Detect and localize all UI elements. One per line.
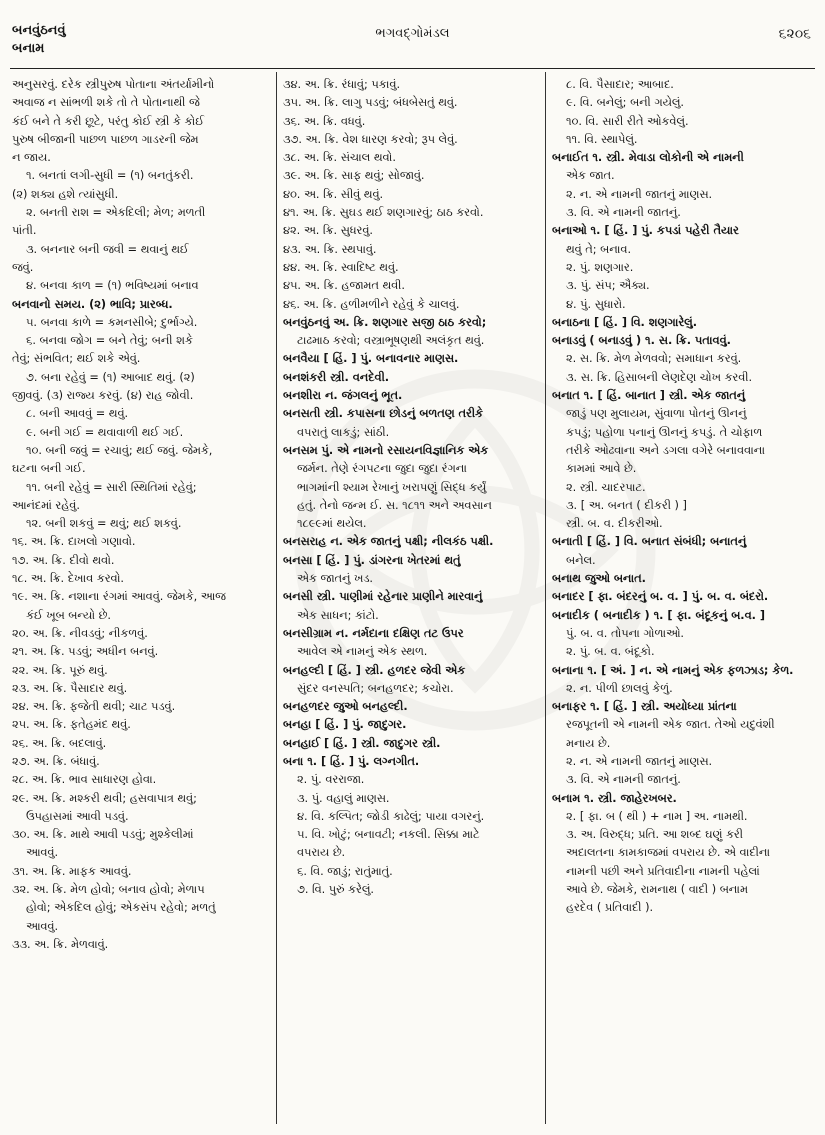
entry-headword-line: બનહળદર જુઓ બનહલ્દી. — [283, 700, 408, 714]
sense-line: ૯. વિ. બનેલું; બની ગયેલું. — [566, 96, 685, 110]
sense-line: ૨૯. અ. ક્રિ. મશ્કરી થવી; હસવાપાત્ર થવું; — [12, 791, 197, 805]
sense-line: ૪૨. અ. ક્રિ. સુધરવું. — [283, 224, 374, 238]
sense-line: ૩૭. અ. ક્રિ. વેશ ધારણ કરવો; રૂપ લેવું. — [283, 132, 458, 146]
entry-headword-line: બનવાનો સમય. (૨) ભાવિ; પ્રારબ્ધ. — [12, 297, 173, 311]
entry-headword-line: બના ૧. [ હિં. ] પું. લગ્નગીત. — [283, 754, 420, 768]
sense-line: ૩૧. અ. ક્રિ. માફક આવવું. — [12, 864, 132, 878]
column-divider-1 — [276, 72, 277, 1124]
entry-headword-line: બનાઠના [ હિં. ] વિ. શણગારેલું. — [552, 315, 698, 329]
entry-headword-line: બનસતી સ્ત્રી. કપાસના છોડનું બળતણ તરીકે — [283, 407, 484, 421]
text-line: જર્મન. તેણે રંગપટના જુદા જુદા રંગના — [297, 462, 467, 476]
header-rule — [10, 68, 815, 69]
sense-line: ૪૬. અ. ક્રિ. હળીમળીને રહેવું કે ચાલવું. — [283, 297, 460, 311]
sense-line: ૨. ન. એ નામની જાતનું માણસ. — [566, 754, 713, 768]
sense-line: ૩૯. અ. ક્રિ. સાફ થવું; સોજાવું. — [283, 169, 425, 183]
sense-line: ૨. સ. ક્રિ. મેળ મેળવવો; સમાધાન કરવું. — [566, 352, 742, 366]
column-1 — [12, 76, 270, 1124]
text-line: પું. બ. વ. તોપના ગોળાઓ. — [566, 626, 685, 640]
text-line: ટાઢમાઠ કરવો; વસ્ત્રાભૂષણથી અલંકૃત થવું. — [297, 334, 485, 348]
sense-line: ૪૪. અ. ક્રિ. સ્વાદિષ્ટ થવું. — [283, 260, 399, 274]
page-number: ૬૨૦૬ — [778, 26, 811, 42]
sense-line: ૪. વિ. કલ્પિત; જોડી કાઢેલું; પાયા વગરનું. — [297, 809, 485, 823]
sense-line: ૩. વિ. એ નામની જાતનું. — [566, 773, 681, 787]
sense-line: ૨. પું. બ. વ. બંદૂકો. — [566, 645, 655, 659]
entry-headword-line: બનામ ૧. સ્ત્રી. જાહેરખબર. — [552, 791, 677, 805]
text-line: ઘટના બની ગઈ. — [12, 462, 86, 476]
sense-line: ૫. બનવા કાળે = કમનસીબે; દુર્ભાગ્યે. — [26, 315, 198, 329]
sense-line: ૨૩. અ. ક્રિ. પૈસાદાર થવું. — [12, 681, 128, 695]
sense-line: ૩. પું. વહાલું માણસ. — [297, 791, 390, 805]
sense-line: ૩. વિ. એ નામની જાતનું. — [566, 206, 681, 220]
text-line: આવે છે. જેમકે, રામનાથ ( વાદી ) બનામ — [566, 883, 748, 897]
sense-line: ૧૬. અ. ક્રિ. દાખલો ગણાવો. — [12, 535, 136, 549]
text-line: (૨) શક્ય હશે ત્યાંસુધી. — [12, 187, 119, 201]
sense-line: ૩. [ અ. બનત ( દીકરી ) ] — [566, 498, 687, 512]
sense-line: ૩૩. અ. ક્રિ. મેળવાવું. — [12, 937, 109, 951]
text-line: આવવું. — [26, 846, 59, 860]
entry-headword-line: બનહલ્દી [ હિં. ] સ્ત્રી. હળદર જેવી એક — [283, 663, 466, 677]
page-header — [10, 18, 815, 64]
sense-line: ૩૬. અ. ક્રિ. વધવું. — [283, 114, 366, 128]
sense-line: ૧૯. અ. ક્રિ. નશાના રંગમાં આવવું. જેમકે, આજ — [12, 590, 226, 604]
text-line: તરીકે ઓઢવાના અને ડગલા વગેરે બનાવવાના — [566, 443, 765, 457]
sense-line: ૭. બના રહેવું = (૧) આબાદ થવું. (૨) — [26, 370, 195, 384]
text-line: અનુસરવું. દરેક સ્ત્રીપુરુષ પોતાના અંતર્યામીનો — [12, 78, 215, 91]
entry-headword-line: બનાદર [ ફા. બંદરનું બ. વ. ] પું. બ. વ. બંદરો. — [552, 590, 769, 604]
entry-headword-line: બનસા [ હિં. ] પું. ડાંગરના ખેતરમાં થતું — [283, 553, 461, 567]
text-line: અવાજ ન સાંભળી શકે તો તે પોતાનાથી જે — [12, 96, 200, 110]
sense-line: ૨. બનતી રાશ = એકદિલી; મેળ; મળતી — [26, 206, 206, 220]
entry-headword-line: બનાતી [ હિં. ] વિ. બનાત સંબંધી; બનાતનું — [552, 535, 747, 549]
text-line: જીવવું. (૩) રાજ્ય કરવું. (૪) રાહ જોવી. — [12, 389, 194, 403]
text-line: ભાગમાંની શ્યામ રેખાનું ખરાપણું સિદ્ધ કર્યું — [297, 480, 487, 494]
running-title: ભગવદ્ગોમંડલ — [375, 26, 450, 41]
text-line: આવવું. — [26, 919, 59, 933]
sense-line: ૩૮. અ. ક્રિ. સંચાલ થવો. — [283, 151, 396, 165]
sense-line: ૨. ન. એ નામની જાતનું માણસ. — [566, 187, 713, 201]
guideword-last: બનામ — [12, 41, 45, 56]
column-divider-2 — [545, 72, 546, 1124]
text-line: સ્ત્રી. બ. વ. દીકરીઓ. — [566, 517, 663, 531]
entry-headword-line: બનહાઈ [ હિં. ] સ્ત્રી. જાદુગર સ્ત્રી. — [283, 736, 441, 750]
text-line: મનાય છે. — [566, 736, 611, 750]
text-line: વપરાતું લાકડું; સાંઠી. — [297, 425, 390, 439]
column-2 — [283, 76, 539, 1124]
text-line: ઉપહાસમાં આવી પડવું. — [26, 809, 129, 823]
text-line: ૧૮૯૯માં થયેલ. — [297, 517, 367, 531]
guideword-first: બનવુંઠનવું — [12, 23, 66, 38]
sense-line: ૨૫. અ. ક્રિ. ફતેહમંદ થવું. — [12, 718, 131, 732]
sense-line: ૨. પું. શણગાર. — [566, 260, 634, 274]
sense-line: ૧૦. વિ. સારી રીતે ઓકવેલું. — [566, 114, 689, 128]
sense-line: ૩. અ. વિરુદ્ધ; પ્રતિ. આ શબ્દ ઘણું કરી — [566, 828, 743, 842]
entry-headword-line: બનાઓ ૧. [ હિં. ] પું. કપડાં પહેરી તૈયાર — [552, 224, 739, 238]
text-line: જવું. — [12, 260, 34, 274]
sense-line: ૧૨. બની શકવું = થવું; થઈ શકવું. — [26, 517, 182, 531]
sense-line: ૨. [ ફા. બ ( થી ) + નામ ] અ. નામથી. — [566, 809, 748, 823]
entry-headword-line: બનહા [ હિં. ] પું. જાદુગર. — [283, 718, 407, 732]
sense-line: ૬. વિ. જાડું; રાતુંમાતું. — [297, 864, 393, 878]
text-line: જાડું પણ મુલાયમ, સુંવાળા પોતનું ઊનનું — [566, 407, 747, 421]
sense-line: ૮. બની આવવું = થવું. — [26, 407, 129, 421]
sense-line: ૫. વિ. ખોટું; બનાવટી; નકલી. સિક્કા માટે — [297, 828, 480, 842]
sense-line: ૨૭. અ. ક્રિ. બંધાવું. — [12, 754, 100, 768]
entry-headword-line: બનાત ૧. [ હિં. બાનાત ] સ્ત્રી. એક જાતનું — [552, 389, 746, 403]
sense-line: ૪૫. અ. ક્રિ. હજામત થવી. — [283, 279, 405, 293]
text-line: સુંદર વનસ્પતિ; બનહળદર; કચોરા. — [297, 681, 454, 695]
sense-line: ૧૭. અ. ક્રિ. દીવો થવો. — [12, 553, 115, 567]
text-line: એક જાતનું ખડ. — [297, 572, 374, 586]
text-line: હરદેવ ( પ્રતિવાદી ). — [566, 901, 654, 915]
text-line: ન જાય. — [12, 151, 51, 165]
sense-line: ૨. સ્ત્રી. ચાદરપાટ. — [566, 480, 646, 494]
sense-line: ૨૦. અ. ક્રિ. નીવડવું; નીકળવું. — [12, 626, 148, 640]
sense-line: ૩૪. અ. ક્રિ. રંધાવું; પકાવું. — [283, 78, 401, 91]
text-line: એક જાત. — [566, 169, 615, 183]
entry-headword-line: બનસી સ્ત્રી. પાણીમાં રહેનાર પ્રાણીને મારવાનું — [283, 590, 483, 604]
sense-line: ૨૬. અ. ક્રિ. બદલાવું. — [12, 736, 107, 750]
entry-headword-line: બનાઈત ૧. સ્ત્રી. મેવાડા લોકોની એ નામની — [552, 151, 744, 165]
sense-line: ૯. બની ગઈ = થવાવાળી થઈ ગઈ. — [26, 425, 184, 439]
text-line: અદાલતના કામકાજમાં વપરાય છે. એ વાદીના — [566, 846, 771, 860]
text-line: તેવું; સંભવિત; થઈ શકે એવું. — [12, 352, 141, 366]
sense-line: ૨૨. અ. ક્રિ. પૂરું થવું. — [12, 663, 108, 677]
text-line: બનેલ. — [566, 553, 596, 567]
sense-line: ૪૧. અ. ક્રિ. સુઘડ થઈ શણગારવું; ઠાઠ કરવો. — [283, 206, 484, 220]
text-line: વપરાય છે. — [297, 846, 346, 860]
sense-line: ૧૮. અ. ક્રિ. દેખાવ કરવો. — [12, 572, 125, 586]
text-line: કંઈ બને તે કરી છૂટે, પરંતુ કોઈ સ્ત્રી કે કોઈ — [12, 114, 204, 128]
text-line: કપડું; પહોળા પનાનું ઊનનું કપડું. તે ચોફાળ — [566, 425, 763, 439]
text-line: કંઈ ખૂબ બન્યો છે. — [26, 608, 111, 622]
sense-line: ૨૧. અ. ક્રિ. પડવું; અધીન બનવું. — [12, 645, 159, 659]
sense-line: ૩. સ. ક્રિ. હિસાબની લેણદેણ ચોખ કરવી. — [566, 370, 753, 384]
sense-line: ૩. બનનાર બની જવી = થવાનું થઈ — [26, 242, 189, 256]
sense-line: ૩. પું. સંપ; ઐક્ય. — [566, 279, 650, 293]
sense-line: ૧૦. બની જવું = રચાવું; થઈ જવું. જેમકે, — [26, 443, 213, 457]
text-line: હતું. તેનો જન્મ ઈ. સ. ૧૮૧૧ અને અવસાન — [297, 498, 492, 512]
sense-line: ૧. બનતાં લગી-સુધી = (૧) બનતુંકરી. — [26, 169, 194, 183]
entry-headword-line: બનાદીક ( બનાદીક ) ૧. [ ફા. બંદૂકનું બ.વ. ] — [552, 608, 766, 622]
column-3 — [552, 76, 814, 1124]
entry-headword-line: બનાડવું ( બનાડવું ) ૧. સ. ક્રિ. પતાવવું. — [552, 334, 731, 348]
entry-headword-line: બનાના ૧. [ અં. ] ન. એ નામનું એક ફળઝાડ; કેળ. — [552, 663, 794, 677]
sense-line: ૨. ન. પીળી છાલવું કેળું. — [566, 681, 673, 695]
sense-line: ૪૦. અ. ક્રિ. સીવું થવું. — [283, 187, 384, 201]
sense-line: ૧૧. વિ. સ્થાપેલું. — [566, 132, 638, 146]
text-line: કામમાં આવે છે. — [566, 462, 637, 476]
sense-line: ૩૫. અ. ક્રિ. લાગુ પડવું; બંધબેસતું થવું. — [283, 96, 458, 110]
sense-line: ૩૨. અ. ક્રિ. મેળ હોવો; બનાવ હોવો; મેળાપ — [12, 883, 205, 897]
sense-line: ૧૧. બની રહેવું = સારી સ્થિતિમાં રહેવું; — [26, 480, 197, 494]
entry-headword-line: બનશંકરી સ્ત્રી. વનદેવી. — [283, 370, 390, 384]
sense-line: ૬. બનવા જોગ = બને તેવું; બની શકે — [26, 334, 193, 348]
text-line: પુરુષ બીજાની પાછળ પાછળ ગાડરની જેમ — [12, 132, 199, 146]
entry-headword-line: બનસરાહ ન. એક જાતનું પક્ષી; નીલકંઠ પક્ષી. — [283, 535, 494, 549]
sense-line: ૪૩. અ. ક્રિ. સ્થપાવું. — [283, 242, 377, 256]
text-line: રજપૂતની એ નામની એક જાત. તેઓ યદુવંશી — [566, 718, 775, 732]
sense-line: ૨૮. અ. ક્રિ. ભાવ સાધારણ હોવા. — [12, 773, 157, 787]
entry-headword-line: બનાફર ૧. [ હિં. ] સ્ત્રી. અયોધ્યા પ્રાંતના — [552, 700, 737, 714]
text-line: પાંતી. — [12, 224, 37, 238]
sense-line: ૩૦. અ. ક્રિ. માથે આવી પડવું; મુશ્કેલીમાં — [12, 828, 194, 842]
entry-headword-line: બનશીરા ન. જંગલનું ભૂત. — [283, 389, 403, 403]
text-line: થવું તે; બનાવ. — [566, 242, 632, 256]
sense-line: ૨૪. અ. ક્રિ. ફજેતી થવી; ચાટ પડવું. — [12, 700, 176, 714]
entry-headword-line: બનવૈયા [ હિં. ] પું. બનાવનાર માણસ. — [283, 352, 459, 366]
sense-line: ૪. પું. સુધારો. — [566, 297, 626, 311]
entry-headword-line: બનવુંઠનવું અ. ક્રિ. શણગાર સજી ઠાઠ કરવો; — [283, 315, 487, 329]
sense-line: ૨. પું. વરરાજા. — [297, 773, 365, 787]
entry-headword-line: બનસમ પું. એ નામનો રસાયનવિજ્ઞાનિક એક — [283, 443, 489, 457]
text-line: હોવો; એકદિલ હોવું; એકસંપ રહેવો; મળતું — [26, 901, 216, 915]
text-line: આવેલ એ નામનું એક સ્થળ. — [297, 645, 428, 659]
text-line: નામની પછી અને પ્રતિવાદીના નામની પહેલાં — [566, 864, 760, 878]
sense-line: ૮. વિ. પૈસાદાર; આબાદ. — [566, 78, 674, 91]
entry-headword-line: બનસીગ્રામ ન. નર્મદાના દક્ષિણ તટ ઉપર — [283, 626, 464, 640]
sense-line: ૭. વિ. પુરું કરેલું. — [297, 883, 374, 897]
text-line: આનંદમાં રહેવું. — [12, 498, 80, 512]
entry-headword-line: બનાથ જુઓ બનાત. — [552, 572, 646, 586]
sense-line: ૪. બનવા કાળ = (૧) ભવિષ્યમાં બનાવ — [26, 279, 199, 293]
text-line: એક સાધન; કાંટો. — [297, 608, 379, 622]
